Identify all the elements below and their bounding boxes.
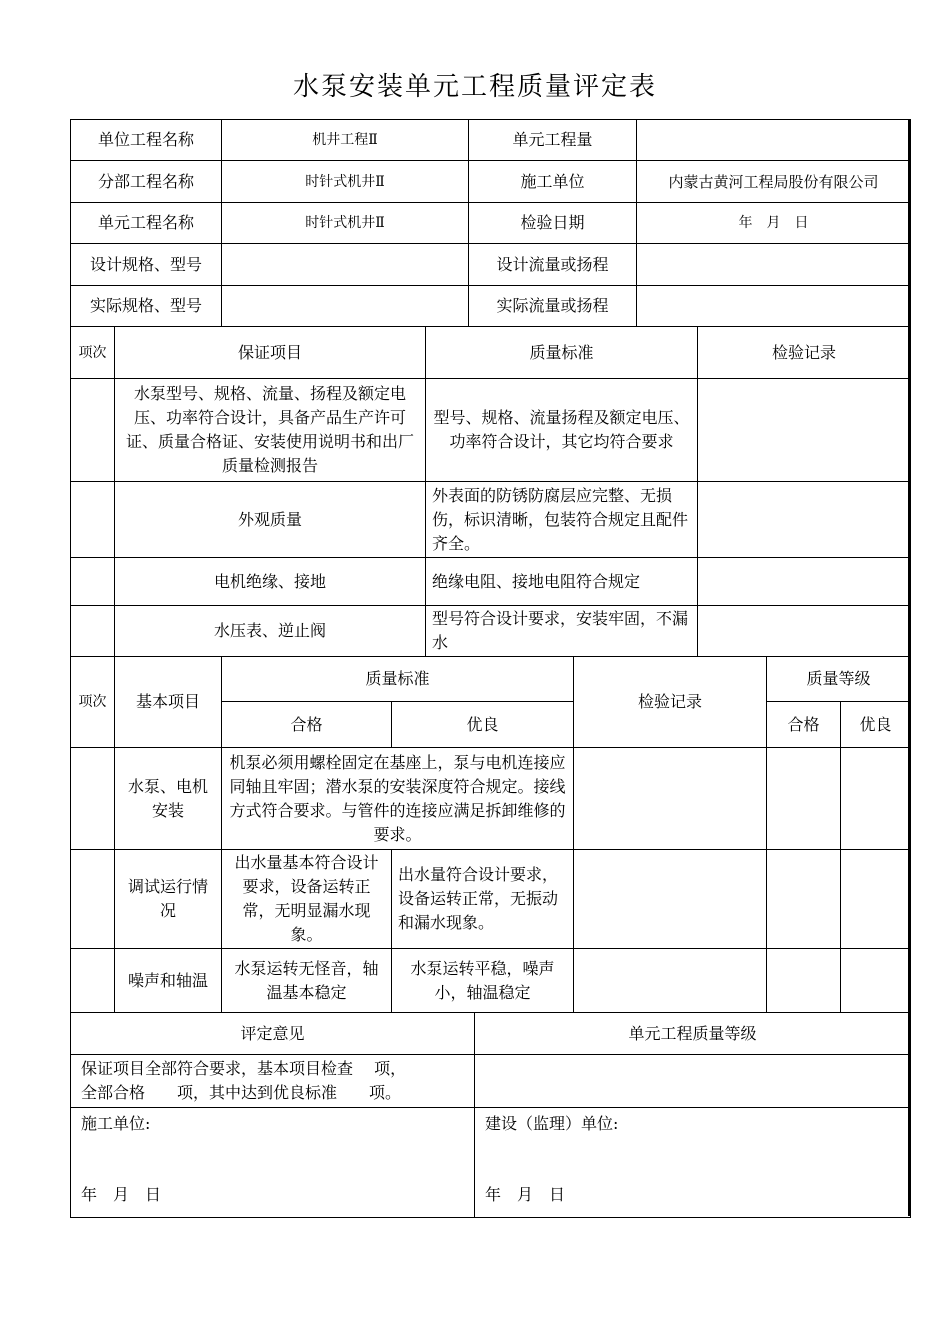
guarantee-item: 水压表、逆止阀 bbox=[115, 606, 426, 657]
basic-standard-merged: 机泵必须用螺栓固定在基座上，泵与电机连接应同轴且牢固；潜水泵的安装深度符合规定。接线方式符合要求。与管件的连接应满足拆卸维修的要求。 bbox=[222, 748, 574, 850]
inspection-date-label: 检验日期 bbox=[469, 203, 637, 244]
basic-grade-pass-cell[interactable] bbox=[767, 850, 841, 949]
guarantee-no-cell bbox=[71, 558, 115, 606]
basic-standard-pass: 出水量基本符合设计要求，设备运转正常，无明显漏水现象。 bbox=[222, 850, 392, 949]
basic-col-good: 优良 bbox=[392, 702, 574, 748]
basic-record-cell[interactable] bbox=[574, 850, 767, 949]
unit-quantity-label: 单元工程量 bbox=[469, 120, 637, 161]
guarantee-standard: 外表面的防锈防腐层应完整、无损伤，标识清晰，包装符合规定且配件齐全。 bbox=[426, 482, 698, 558]
grade-pass-header: 合格 bbox=[767, 702, 841, 748]
unit-project-value[interactable]: 机井工程Ⅱ bbox=[222, 120, 469, 161]
contractor-sign-label: 施工单位: bbox=[81, 1114, 151, 1133]
design-flow-value[interactable] bbox=[637, 244, 911, 286]
guarantee-standard: 型号符合设计要求，安装牢固，不漏水 bbox=[426, 606, 698, 657]
basic-standard-good: 出水量符合设计要求，设备运转正常，无振动和漏水现象。 bbox=[392, 850, 574, 949]
guarantee-item: 外观质量 bbox=[115, 482, 426, 558]
guarantee-no-cell bbox=[71, 482, 115, 558]
guarantee-table bbox=[70, 326, 911, 657]
basic-standard-pass: 水泵运转无怪音，轴温基本稳定 bbox=[222, 949, 392, 1013]
guarantee-record-cell[interactable] bbox=[698, 606, 911, 657]
element-project-value[interactable]: 时针式机井Ⅱ bbox=[222, 203, 469, 244]
supervisor-sign-date: 年 月 日 bbox=[485, 1185, 566, 1204]
basic-record-cell[interactable] bbox=[574, 949, 767, 1013]
basic-item: 噪声和轴温 bbox=[115, 949, 222, 1013]
inspection-date-value[interactable]: 年 月 日 bbox=[637, 203, 911, 244]
guarantee-col-item: 保证项目 bbox=[115, 327, 426, 379]
basic-standard-good: 水泵运转平稳，噪声小，轴温稳定 bbox=[392, 949, 574, 1013]
unit-project-label: 单位工程名称 bbox=[71, 120, 222, 161]
basic-no-cell bbox=[71, 949, 115, 1013]
design-spec-label: 设计规格、型号 bbox=[71, 244, 222, 286]
basic-grade-good-cell[interactable] bbox=[841, 748, 911, 850]
basic-col-standard: 质量标准 bbox=[222, 657, 574, 702]
opinion-line-1: 保证项目全部符合要求，基本项目检查 项， bbox=[81, 1059, 407, 1078]
basic-grade-pass-cell[interactable] bbox=[767, 748, 841, 850]
basic-col-record: 检验记录 bbox=[574, 657, 767, 748]
guarantee-no-cell bbox=[71, 606, 115, 657]
actual-flow-label: 实际流量或扬程 bbox=[469, 286, 637, 327]
page-title: 水泵安装单元工程质量评定表 bbox=[292, 72, 657, 102]
basic-col-item: 基本项目 bbox=[115, 657, 222, 748]
guarantee-record-cell[interactable] bbox=[698, 558, 911, 606]
evaluation-opinion-label: 评定意见 bbox=[71, 1013, 475, 1055]
guarantee-col-record: 检验记录 bbox=[698, 327, 911, 379]
basic-no-cell bbox=[71, 748, 115, 850]
sub-project-label: 分部工程名称 bbox=[71, 161, 222, 203]
guarantee-item: 电机绝缘、接地 bbox=[115, 558, 426, 606]
contractor-sign-date: 年 月 日 bbox=[81, 1185, 162, 1204]
actual-spec-value[interactable] bbox=[222, 286, 469, 327]
basic-table bbox=[70, 656, 911, 1013]
evaluation-grade-value[interactable] bbox=[475, 1055, 911, 1108]
basic-item: 调试运行情况 bbox=[115, 850, 222, 949]
basic-item: 水泵、电机安装 bbox=[115, 748, 222, 850]
table-right-border bbox=[908, 119, 911, 1216]
guarantee-no-cell bbox=[71, 379, 115, 482]
guarantee-standard: 绝缘电阻、接地电阻符合规定 bbox=[426, 558, 698, 606]
guarantee-record-cell[interactable] bbox=[698, 379, 911, 482]
design-flow-label: 设计流量或扬程 bbox=[469, 244, 637, 286]
guarantee-col-standard: 质量标准 bbox=[426, 327, 698, 379]
grade-good-header: 优良 bbox=[841, 702, 911, 748]
actual-flow-value[interactable] bbox=[637, 286, 911, 327]
guarantee-item: 水泵型号、规格、流量、扬程及额定电压、功率符合设计，具备产品生产许可证、质量合格证、安装使用说明书和出厂质量检测报告 bbox=[115, 379, 426, 482]
basic-grade-good-cell[interactable] bbox=[841, 850, 911, 949]
unit-quantity-value[interactable] bbox=[637, 120, 911, 161]
sub-project-value[interactable]: 时针式机井Ⅱ bbox=[222, 161, 469, 203]
basic-record-cell[interactable] bbox=[574, 748, 767, 850]
basic-no-cell bbox=[71, 850, 115, 949]
opinion-line-2: 全部合格 项，其中达到优良标准 项。 bbox=[81, 1083, 402, 1102]
guarantee-record-cell[interactable] bbox=[698, 482, 911, 558]
basic-col-pass: 合格 bbox=[222, 702, 392, 748]
contractor-sign-cell[interactable] bbox=[71, 1108, 475, 1218]
element-project-label: 单元工程名称 bbox=[71, 203, 222, 244]
contractor-label: 施工单位 bbox=[469, 161, 637, 203]
basic-grade-good-cell[interactable] bbox=[841, 949, 911, 1013]
guarantee-standard: 型号、规格、流量扬程及额定电压、功率符合设计，其它均符合要求 bbox=[426, 379, 698, 482]
supervisor-sign-cell[interactable] bbox=[475, 1108, 911, 1218]
basic-grade-pass-cell[interactable] bbox=[767, 949, 841, 1013]
contractor-value[interactable]: 内蒙古黄河工程局股份有限公司 bbox=[637, 161, 911, 203]
actual-spec-label: 实际规格、型号 bbox=[71, 286, 222, 327]
evaluation-opinion-text[interactable] bbox=[71, 1055, 475, 1108]
evaluation-grade-label: 单元工程质量等级 bbox=[475, 1013, 911, 1055]
basic-col-grade: 质量等级 bbox=[767, 657, 911, 702]
design-spec-value[interactable] bbox=[222, 244, 469, 286]
header-table bbox=[70, 119, 911, 327]
supervisor-sign-label: 建设（监理）单位: bbox=[485, 1114, 619, 1133]
basic-col-no: 项次 bbox=[71, 657, 115, 748]
evaluation-table bbox=[70, 1012, 911, 1218]
guarantee-col-no: 项次 bbox=[71, 327, 115, 379]
